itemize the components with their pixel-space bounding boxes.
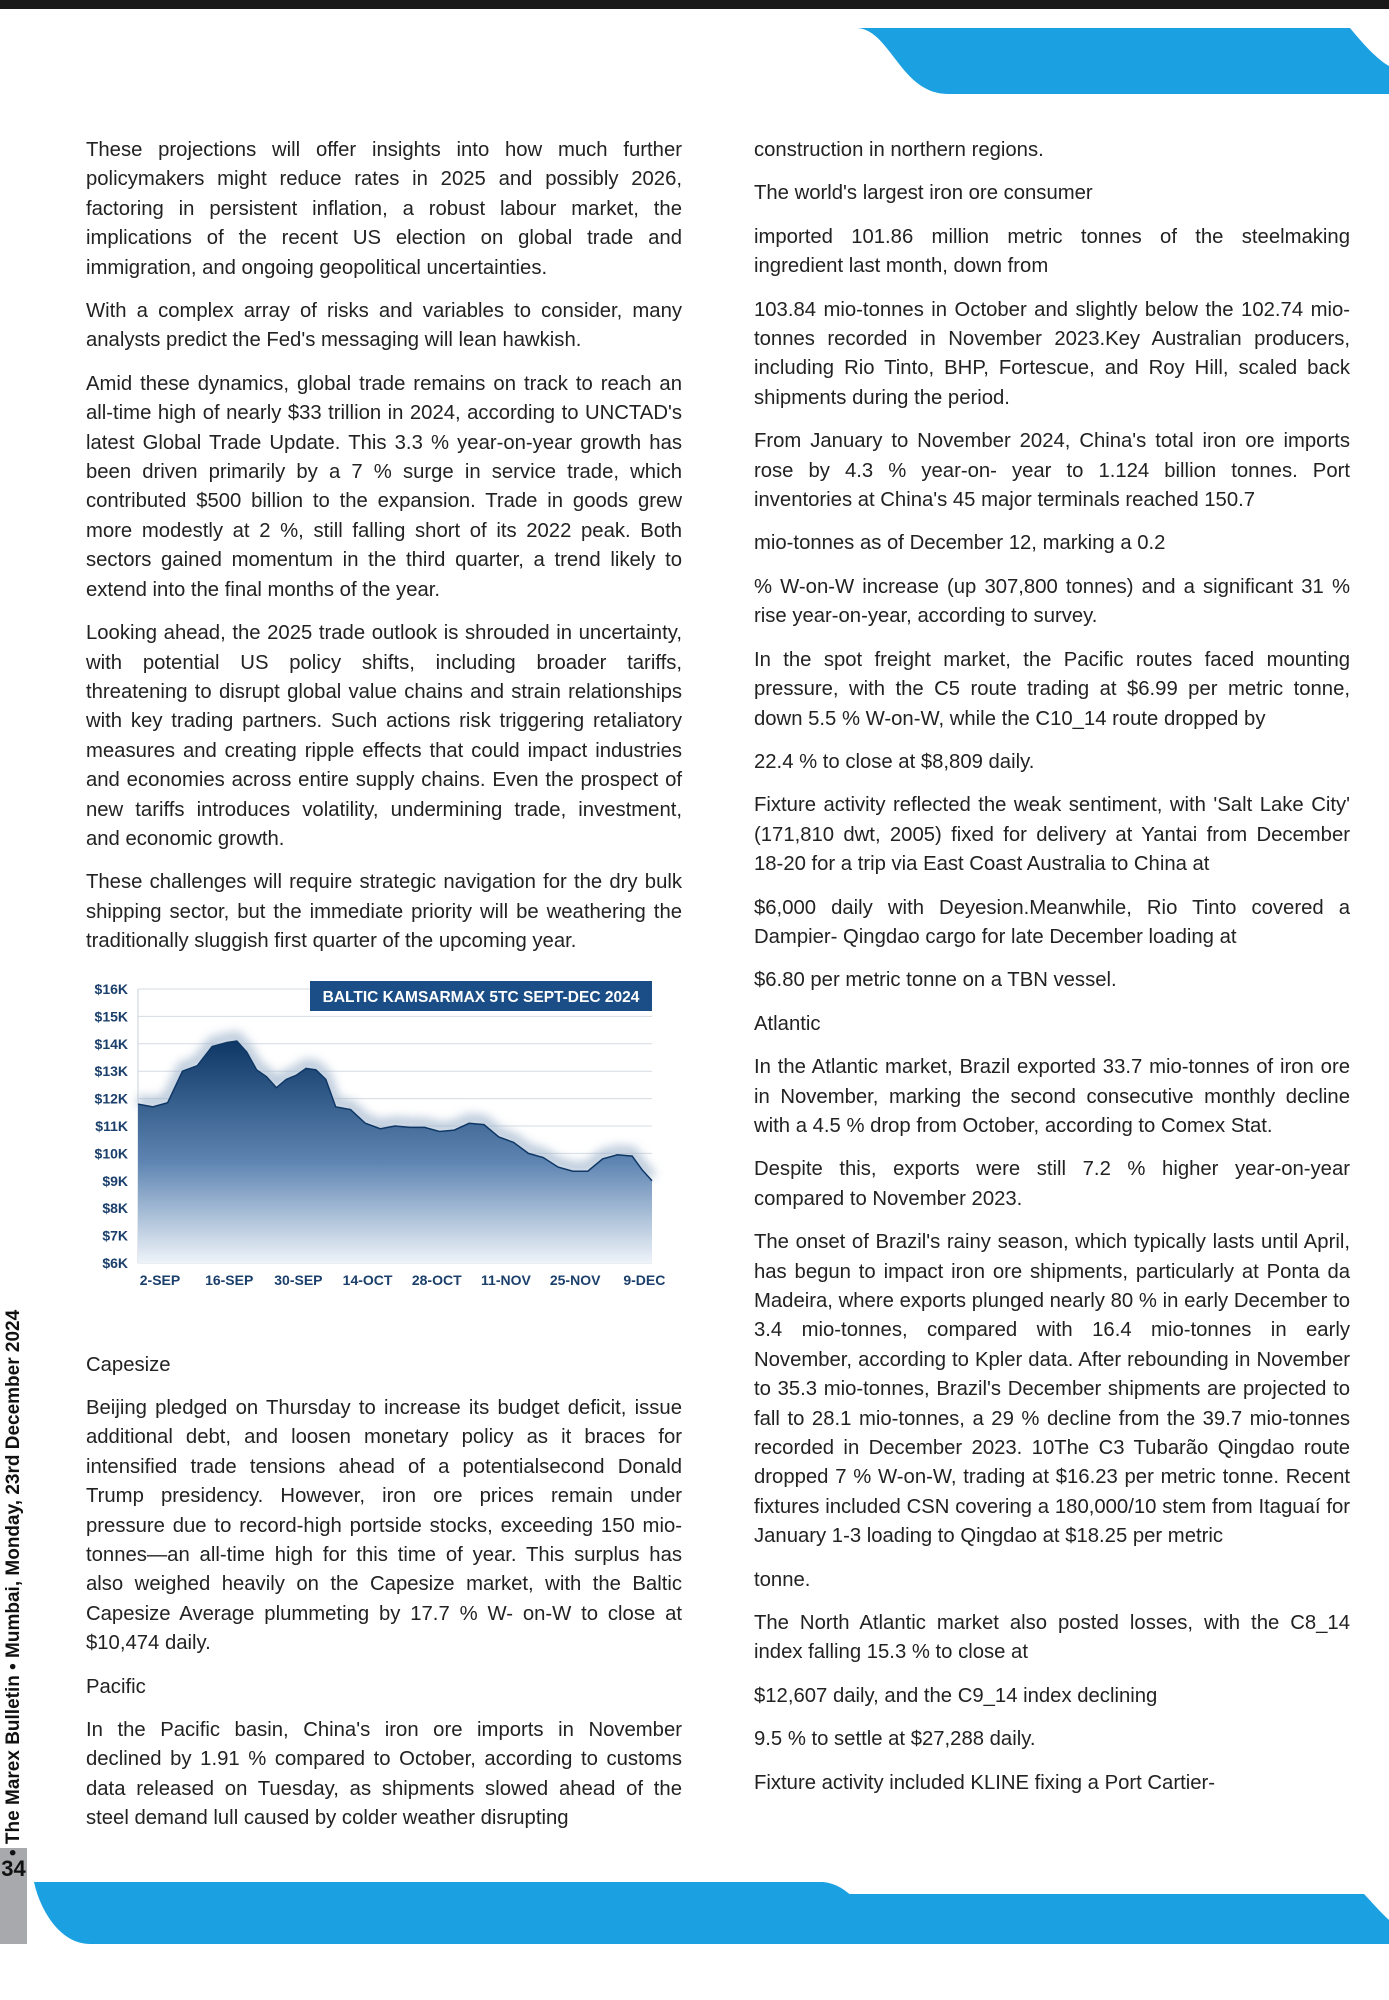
x-tick-label: 25-NOV xyxy=(549,1271,601,1288)
paragraph: tonne. xyxy=(754,1568,811,1591)
paragraph: These projections will offer insights into how much further policymakers might reduce rates in 2025 and possibly 2026, factoring in persistent inflation, a robust labour market, the implications of the recent US election on global trade and immigration, and ongoing geopolitical uncertainties. xyxy=(86,139,682,279)
paragraph: Despite this, exports were still 7.2 % higher year-on-year compared to November 2023. xyxy=(754,1158,1350,1210)
series-area xyxy=(138,1041,652,1263)
paragraph: mio-tonnes as of December 12, marking a 0.2 xyxy=(754,532,1166,555)
paragraph: $12,607 daily, and the C9_14 index declining xyxy=(754,1684,1158,1707)
paragraph: The onset of Brazil's rainy season, which typically lasts until April, has begun to impact iron ore shipments, particularly at Ponta da Madeira, where exports plunged nearly 80 % in early December to 3.4 mio-tonnes, compared with 16.4 mio-tonnes in early November, according to Kpler data. After rebounding in November to 35.3 mio-tonnes, Brazil's December shipments are projected to fall to 28.1 mio-tonnes, a 29 % decline from the 39.7 mio-tonnes recorded in December 2023. 10The C3 Tubarão Qingdao route dropped 7 % W-on-W, trading at $16.23 per metric tonne. Recent fixtures included CSN covering a 180,000/10 stem from Itaguaí for January 1-3 loading to Qingdao at $18.25 per metric xyxy=(754,1231,1350,1548)
paragraph: These challenges will require strategic navigation for the dry bulk shipping sector, but the immediate priority will be weathering the traditionally sluggish first quarter of the upcoming year. xyxy=(86,871,682,953)
paragraph: Fixture activity reflected the weak sentiment, with 'Salt Lake City' (171,810 dwt, 2005) fixed for delivery at Yantai from December 18-20 for a trip via East Coast Australia to China at xyxy=(754,794,1350,876)
y-tick-label: $6K xyxy=(102,1254,128,1271)
y-tick-label: $15K xyxy=(94,1007,128,1024)
paragraph: imported 101.86 million metric tonnes of the steelmaking ingredient last month, down from xyxy=(754,225,1350,278)
x-tick-label: 9-DEC xyxy=(623,1271,666,1288)
pacific-heading: Pacific xyxy=(86,1675,146,1698)
x-tick-label: 30-SEP xyxy=(274,1271,323,1288)
paragraph: 9.5 % to settle at $27,288 daily. xyxy=(754,1728,1036,1751)
y-tick-label: $16K xyxy=(94,980,128,997)
x-tick-label: 11-NOV xyxy=(481,1271,531,1288)
y-tick-label: $9K xyxy=(102,1172,128,1189)
y-tick-label: $14K xyxy=(94,1035,128,1052)
chart-title: BALTIC KAMSARMAX 5TC SEPT-DEC 2024 xyxy=(322,988,640,1006)
capesize-heading: Capesize xyxy=(86,1353,171,1376)
y-tick-label: $10K xyxy=(94,1144,128,1161)
paragraph: With a complex array of risks and variables to consider, many analysts predict the Fed's messaging will lean hawkish. xyxy=(86,300,682,352)
x-tick-label: 28-OCT xyxy=(411,1271,462,1288)
x-tick-label: 2-SEP xyxy=(139,1271,181,1288)
y-tick-label: $12K xyxy=(94,1090,128,1107)
paragraph: Fixture activity included KLINE fixing a Port Cartier- xyxy=(754,1771,1216,1794)
header-blue-ribbon xyxy=(0,0,1389,100)
chart-canvas xyxy=(86,973,682,1339)
page-number: 34 xyxy=(1,1856,26,1881)
paragraph: The world's largest iron ore consumer xyxy=(754,182,1093,205)
y-tick-label: $11K xyxy=(95,1117,128,1134)
paragraph: 22.4 % to close at $8,809 daily. xyxy=(754,750,1035,773)
y-tick-label: $13K xyxy=(94,1062,128,1079)
paragraph: construction in northern regions. xyxy=(754,139,1044,161)
x-tick-label: 16-SEP xyxy=(205,1271,254,1288)
y-tick-label: $8K xyxy=(102,1199,128,1216)
right-column xyxy=(754,136,1350,1812)
paragraph: In the Atlantic market, Brazil exported 33.7 mio-tonnes of iron ore in November, marking the second consecutive monthly decline with a 4.5 % drop from October, according to Comex Stat. xyxy=(754,1056,1350,1137)
paragraph: In the spot freight market, the Pacific routes faced mounting pressure, with the C5 route trading at $6.99 per metric tonne, down 5.5 % W-on-W, while the C10_14 route dropped by xyxy=(754,648,1350,730)
paragraph: Beijing pledged on Thursday to increase its budget deficit, issue additional debt, and loosen monetary policy as it braces for intensified trade tensions ahead of a potentialsecond Donald Trump presidency. However, iron ore prices remain under pressure due to record-high portside stocks, exceeding 150 mio-tonnes—an all-time high for this time of year. This surplus has also weighed heavily on the Capesize market, with the Baltic Capesize Average plummeting by 17.7 % W- on-W to close at $10,474 daily. xyxy=(86,1396,682,1655)
paragraph: Looking ahead, the 2025 trade outlook is shrouded in uncertainty, with potential US policy shifts, including broader tariffs, threatening to disrupt global value chains and strain relationships with key trading partners. Such actions risk triggering retaliatory measures and creating ripple effects that could impact industries and economies across entire supply chains. Even the prospect of new tariffs introduces volatility, undermining trade, investment, and economic growth. xyxy=(86,622,682,850)
paragraph: Amid these dynamics, global trade remains on track to reach an all-time high of nearly $33 trillion in 2024, according to UNCTAD's latest Global Trade Update. This 3.3 % year-on-year growth has been driven primarily by a 7 % surge in service trade, which contributed $500 billion to the expansion. Trade in goods grew more modestly at 2 %, still falling short of its 2022 peak. Both sectors gained momentum in the third quarter, a trend likely to extend into the final months of the year. xyxy=(86,372,682,601)
paragraph: $6.80 per metric tonne on a TBN vessel. xyxy=(754,969,1117,992)
paragraph: The North Atlantic market also posted losses, with the C8_14 index falling 15.3 % to close at xyxy=(754,1612,1350,1664)
atlantic-heading: Atlantic xyxy=(754,1012,821,1035)
paragraph: $6,000 daily with Deyesion.Meanwhile, Rio Tinto covered a Dampier- Qingdao cargo for late December loading at xyxy=(754,896,1350,948)
paragraph: From January to November 2024, China's total iron ore imports rose by 4.3 % year-on- year to 1.124 billion tonnes. Port inventories at China's 45 major terminals reached 150.7 xyxy=(754,430,1350,512)
left-column xyxy=(86,136,682,1848)
x-tick-label: 14-OCT xyxy=(342,1271,393,1288)
paragraph: % W-on-W increase (up 307,800 tonnes) and a significant 31 % rise year-on-year, according to survey. xyxy=(754,575,1350,628)
paragraph: 103.84 mio-tonnes in October and slightly below the 102.74 mio-tonnes recorded in November 2023.Key Australian producers, including Rio Tinto, BHP, Fortescue, and Roy Hill, scaled back shipments during the period. xyxy=(754,298,1350,409)
kamsarmax-chart xyxy=(86,973,682,1339)
side-text-label: • The Marex Bulletin • Mumbai, Monday, 23rd December 2024 xyxy=(3,1309,24,1856)
y-tick-label: $7K xyxy=(102,1227,128,1244)
paragraph: In the Pacific basin, China's iron ore imports in November declined by 1.91 % compared to October, according to customs data released on Tuesday, as shipments slowed ahead of the steel demand lull caused by colder weather disrupting xyxy=(86,1719,682,1830)
